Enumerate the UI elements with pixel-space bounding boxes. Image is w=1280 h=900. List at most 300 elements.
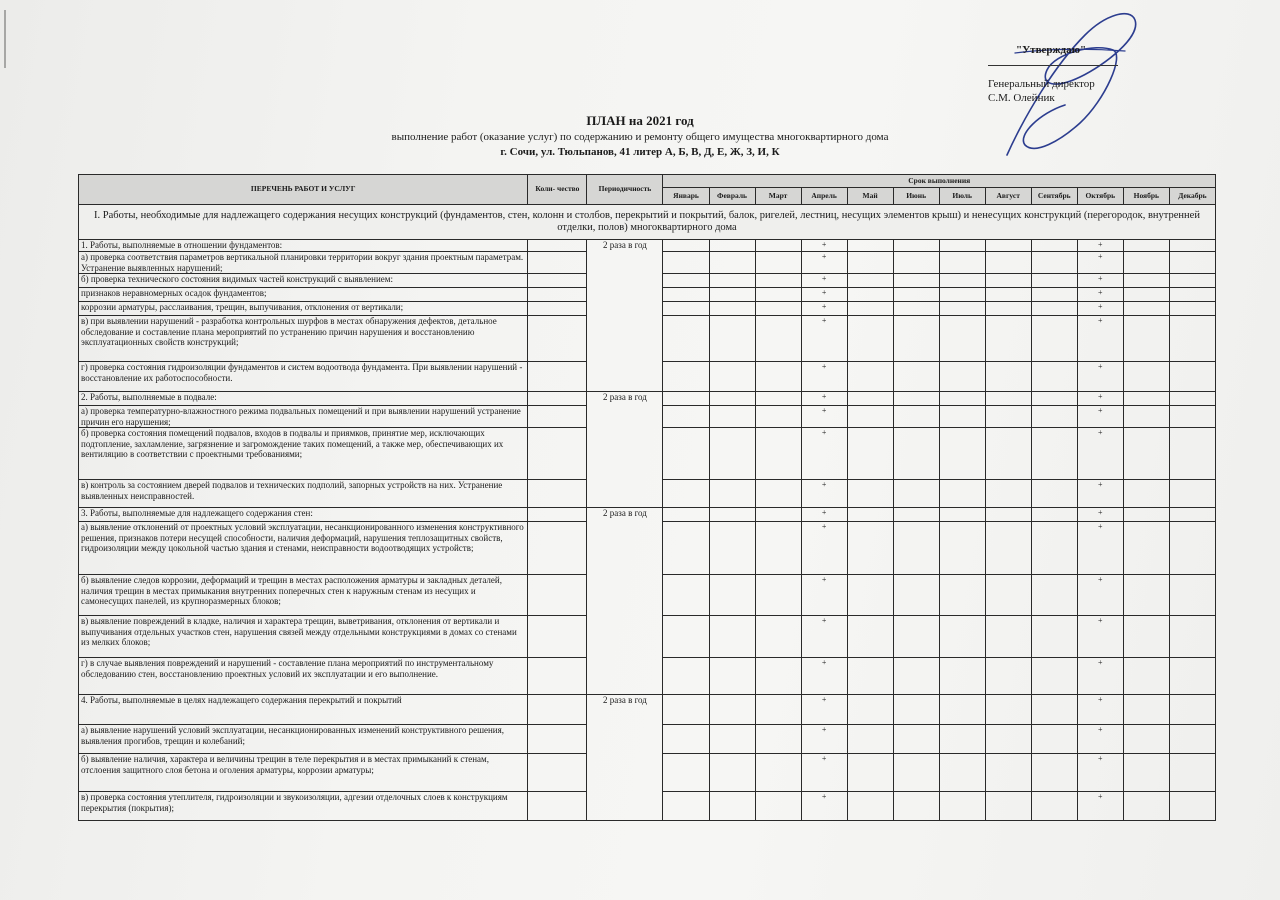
schedule-cell — [985, 362, 1031, 392]
schedule-cell — [939, 695, 985, 725]
schedule-cell — [893, 252, 939, 274]
schedule-cell — [939, 725, 985, 754]
schedule-cell — [939, 508, 985, 522]
schedule-cell — [709, 252, 755, 274]
schedule-cell — [847, 288, 893, 302]
work-description: 2. Работы, выполняемые в подвале: — [79, 392, 528, 406]
schedule-cell — [847, 754, 893, 792]
schedule-cell — [709, 658, 755, 695]
table-row — [79, 240, 1216, 252]
schedule-cell — [1031, 480, 1077, 508]
schedule-cell — [847, 428, 893, 480]
schedule-cell — [1123, 695, 1169, 725]
schedule-cell — [939, 792, 985, 821]
quantity-cell — [528, 288, 587, 302]
schedule-mark: + — [1077, 240, 1123, 252]
schedule-cell — [985, 406, 1031, 428]
schedule-cell — [847, 792, 893, 821]
schedule-cell — [1031, 274, 1077, 288]
schedule-cell — [1031, 616, 1077, 658]
schedule-cell — [985, 274, 1031, 288]
quantity-cell — [528, 274, 587, 288]
schedule-cell — [847, 658, 893, 695]
schedule-cell — [939, 428, 985, 480]
schedule-cell — [847, 508, 893, 522]
schedule-cell — [1123, 725, 1169, 754]
page-edge-shadow — [4, 10, 6, 68]
schedule-cell — [663, 288, 709, 302]
schedule-cell — [1169, 302, 1215, 316]
schedule-mark: + — [801, 362, 847, 392]
schedule-cell — [755, 480, 801, 508]
schedule-cell — [755, 658, 801, 695]
schedule-cell — [709, 754, 755, 792]
schedule-cell — [709, 508, 755, 522]
schedule-cell — [985, 428, 1031, 480]
schedule-cell — [755, 240, 801, 252]
schedule-cell — [709, 792, 755, 821]
schedule-mark: + — [1077, 522, 1123, 575]
header-quantity: Коли- чество — [528, 175, 587, 205]
schedule-cell — [663, 240, 709, 252]
schedule-cell — [1031, 316, 1077, 362]
schedule-cell — [893, 274, 939, 288]
header-deadline: Срок выполнения — [663, 175, 1216, 188]
schedule-mark: + — [801, 252, 847, 274]
quantity-cell — [528, 575, 587, 616]
schedule-cell — [1031, 288, 1077, 302]
schedule-cell — [755, 392, 801, 406]
works-table — [78, 174, 1216, 821]
periodicity-cell: 2 раза в год — [587, 240, 663, 392]
schedule-cell — [847, 616, 893, 658]
schedule-mark: + — [1077, 252, 1123, 274]
table-row — [79, 392, 1216, 406]
schedule-cell — [1031, 392, 1077, 406]
schedule-cell — [847, 695, 893, 725]
work-description: а) выявление отклонений от проектных условий эксплуатации, несанкционированного изменения конструктивного решения, признаков потери несущей способности, наличия деформаций, нарушения теплозащитных свойств, гидроизоляции между цокольной частью здания и стенами, неисправности водоотводящих устройств; — [79, 522, 528, 575]
schedule-cell — [893, 480, 939, 508]
work-description: а) выявление нарушений условий эксплуатации, несанкционированных изменений конструктивного решения, выявления прогибов, трещин и колебаний; — [79, 725, 528, 754]
schedule-mark: + — [801, 480, 847, 508]
schedule-cell — [1169, 288, 1215, 302]
schedule-mark: + — [1077, 695, 1123, 725]
work-description: а) проверка температурно-влажностного режима подвальных помещений и при выявлении нарушений устранение причин его нарушения; — [79, 406, 528, 428]
schedule-cell — [847, 406, 893, 428]
schedule-cell — [1123, 480, 1169, 508]
schedule-cell — [1169, 616, 1215, 658]
schedule-mark: + — [1077, 302, 1123, 316]
schedule-cell — [939, 658, 985, 695]
quantity-cell — [528, 725, 587, 754]
schedule-cell — [939, 616, 985, 658]
schedule-cell — [1169, 575, 1215, 616]
quantity-cell — [528, 392, 587, 406]
schedule-cell — [939, 575, 985, 616]
plan-title: ПЛАН на 2021 год — [586, 113, 694, 128]
schedule-cell — [1123, 428, 1169, 480]
schedule-cell — [663, 480, 709, 508]
schedule-cell — [755, 428, 801, 480]
schedule-cell — [709, 522, 755, 575]
schedule-cell — [847, 316, 893, 362]
section-title: I. Работы, необходимые для надлежащего содержания несущих конструкций (фундаментов, стен, колонн и столбов, перекрытий и покрытий, балок, ригелей, лестниц, несущих элементов крыш) и ненесущих конструкций (перегородок, внутренней отделки, полов) многоквартирного дома — [79, 205, 1216, 240]
schedule-mark: + — [1077, 480, 1123, 508]
plan-subtitle: выполнение работ (оказание услуг) по содержанию и ремонту общего имущества многоквартирного дома — [391, 131, 889, 143]
schedule-cell — [939, 302, 985, 316]
schedule-cell — [893, 288, 939, 302]
work-description: г) в случае выявления повреждений и нарушений - составление плана мероприятий по инструментальному обследованию стен, восстановлению проектных условий их эксплуатации и его выполнение. — [79, 658, 528, 695]
header-month: Ноябрь — [1123, 188, 1169, 205]
schedule-mark: + — [801, 316, 847, 362]
schedule-cell — [1169, 695, 1215, 725]
schedule-cell — [663, 792, 709, 821]
header-month: Март — [755, 188, 801, 205]
schedule-cell — [985, 754, 1031, 792]
schedule-cell — [709, 428, 755, 480]
schedule-mark: + — [1077, 428, 1123, 480]
work-description: в) выявление повреждений в кладке, наличия и характера трещин, выветривания, отклонения от вертикали и выпучивания отдельных участков стен, нарушения связей между отдельными конструкциями в домах со стенами из мелких блоков; — [79, 616, 528, 658]
schedule-cell — [893, 792, 939, 821]
schedule-mark: + — [1077, 362, 1123, 392]
schedule-cell — [1169, 316, 1215, 362]
schedule-cell — [755, 274, 801, 288]
work-description: в) при выявлении нарушений - разработка контрольных шурфов в местах обнаружения дефектов, детальное обследование и составление плана мероприятий по устранению причин нарушения и восстановлению эксплуатационных свойств конструкций; — [79, 316, 528, 362]
schedule-mark: + — [1077, 406, 1123, 428]
schedule-mark: + — [801, 406, 847, 428]
schedule-cell — [755, 754, 801, 792]
schedule-cell — [893, 695, 939, 725]
schedule-cell — [847, 480, 893, 508]
quantity-cell — [528, 240, 587, 252]
plan-address: г. Сочи, ул. Тюльпанов, 41 литер А, Б, В, Д, Е, Ж, З, И, К — [500, 146, 780, 158]
schedule-cell — [1169, 274, 1215, 288]
schedule-cell — [1031, 428, 1077, 480]
periodicity-cell: 2 раза в год — [587, 392, 663, 508]
schedule-cell — [709, 725, 755, 754]
schedule-cell — [985, 252, 1031, 274]
schedule-cell — [985, 658, 1031, 695]
schedule-cell — [893, 392, 939, 406]
schedule-cell — [985, 302, 1031, 316]
schedule-mark: + — [801, 725, 847, 754]
quantity-cell — [528, 252, 587, 274]
schedule-cell — [1169, 240, 1215, 252]
quantity-cell — [528, 792, 587, 821]
schedule-mark: + — [801, 754, 847, 792]
schedule-cell — [755, 252, 801, 274]
schedule-cell — [847, 302, 893, 316]
schedule-mark: + — [1077, 658, 1123, 695]
work-description: 4. Работы, выполняемые в целях надлежащего содержания перекрытий и покрытий — [79, 695, 528, 725]
schedule-cell — [847, 274, 893, 288]
schedule-cell — [663, 658, 709, 695]
schedule-cell — [1031, 252, 1077, 274]
schedule-cell — [663, 508, 709, 522]
quantity-cell — [528, 508, 587, 522]
schedule-cell — [939, 754, 985, 792]
schedule-cell — [847, 240, 893, 252]
schedule-cell — [709, 480, 755, 508]
schedule-cell — [1123, 575, 1169, 616]
schedule-cell — [663, 522, 709, 575]
schedule-cell — [1031, 406, 1077, 428]
schedule-cell — [755, 616, 801, 658]
schedule-mark: + — [1077, 392, 1123, 406]
schedule-cell — [1169, 522, 1215, 575]
schedule-cell — [663, 274, 709, 288]
schedule-cell — [985, 575, 1031, 616]
schedule-cell — [1031, 658, 1077, 695]
schedule-cell — [985, 240, 1031, 252]
schedule-cell — [709, 616, 755, 658]
schedule-cell — [1123, 362, 1169, 392]
work-description: в) проверка состояния утеплителя, гидроизоляции и звукоизоляции, адгезии отделочных слоев к конструкциям перекрытия (покрытия); — [79, 792, 528, 821]
schedule-cell — [893, 616, 939, 658]
schedule-cell — [939, 252, 985, 274]
schedule-cell — [847, 252, 893, 274]
schedule-cell — [755, 792, 801, 821]
work-description: 3. Работы, выполняемые для надлежащего содержания стен: — [79, 508, 528, 522]
schedule-cell — [1123, 754, 1169, 792]
schedule-cell — [1169, 480, 1215, 508]
quantity-cell — [528, 658, 587, 695]
work-description: б) выявление наличия, характера и величины трещин в теле перекрытия и в местах примыканий к стенам, отслоения защитного слоя бетона и оголения арматуры, коррозии арматуры; — [79, 754, 528, 792]
schedule-cell — [663, 362, 709, 392]
schedule-cell — [1169, 792, 1215, 821]
quantity-cell — [528, 316, 587, 362]
table-row — [79, 695, 1216, 725]
schedule-mark: + — [801, 240, 847, 252]
schedule-mark: + — [801, 522, 847, 575]
periodicity-cell: 2 раза в год — [587, 695, 663, 821]
schedule-mark: + — [801, 274, 847, 288]
schedule-cell — [893, 316, 939, 362]
schedule-cell — [985, 792, 1031, 821]
schedule-cell — [1123, 616, 1169, 658]
work-description: г) проверка состояния гидроизоляции фундаментов и систем водоотвода фундамента. При выявлении нарушений - восстановление их работоспособности. — [79, 362, 528, 392]
schedule-cell — [709, 274, 755, 288]
work-description: б) проверка состояния помещений подвалов, входов в подвалы и приямков, принятие мер, исключающих подтопление, захламление, загрязнение и загромождение таких помещений, а также мер, обеспечивающих их вентиляцию в соответствии с проектными требованиями; — [79, 428, 528, 480]
header-works: ПЕРЕЧЕНЬ РАБОТ И УСЛУГ — [79, 175, 528, 205]
schedule-mark: + — [1077, 274, 1123, 288]
header-month: Октябрь — [1077, 188, 1123, 205]
header-month: Декабрь — [1169, 188, 1215, 205]
schedule-cell — [663, 754, 709, 792]
schedule-cell — [755, 575, 801, 616]
schedule-cell — [1031, 240, 1077, 252]
schedule-cell — [755, 508, 801, 522]
schedule-cell — [1169, 362, 1215, 392]
schedule-cell — [709, 695, 755, 725]
schedule-cell — [1123, 240, 1169, 252]
schedule-cell — [985, 695, 1031, 725]
quantity-cell — [528, 616, 587, 658]
schedule-mark: + — [801, 302, 847, 316]
quantity-cell — [528, 302, 587, 316]
schedule-cell — [663, 302, 709, 316]
work-description: признаков неравномерных осадок фундаментов; — [79, 288, 528, 302]
schedule-cell — [663, 316, 709, 362]
schedule-cell — [1123, 252, 1169, 274]
schedule-cell — [939, 406, 985, 428]
work-description: 1. Работы, выполняемые в отношении фундаментов: — [79, 240, 528, 252]
schedule-cell — [847, 522, 893, 575]
schedule-cell — [663, 252, 709, 274]
schedule-cell — [893, 240, 939, 252]
quantity-cell — [528, 754, 587, 792]
work-description: коррозии арматуры, расслаивания, трещин, выпучивания, отклонения от вертикали; — [79, 302, 528, 316]
schedule-cell — [1031, 522, 1077, 575]
schedule-cell — [709, 316, 755, 362]
schedule-cell — [755, 288, 801, 302]
schedule-cell — [1031, 754, 1077, 792]
schedule-mark: + — [1077, 575, 1123, 616]
schedule-mark: + — [801, 575, 847, 616]
schedule-cell — [755, 362, 801, 392]
schedule-cell — [1123, 406, 1169, 428]
schedule-cell — [1031, 575, 1077, 616]
schedule-cell — [939, 480, 985, 508]
schedule-cell — [709, 302, 755, 316]
schedule-mark: + — [1077, 508, 1123, 522]
schedule-cell — [663, 406, 709, 428]
approver-name: С.М. Олейник — [988, 92, 1055, 104]
periodicity-cell: 2 раза в год — [587, 508, 663, 695]
schedule-cell — [893, 522, 939, 575]
schedule-cell — [1123, 522, 1169, 575]
schedule-cell — [847, 725, 893, 754]
schedule-cell — [1169, 392, 1215, 406]
schedule-cell — [939, 362, 985, 392]
schedule-cell — [985, 316, 1031, 362]
schedule-cell — [893, 508, 939, 522]
schedule-cell — [755, 316, 801, 362]
schedule-cell — [1031, 508, 1077, 522]
schedule-cell — [1169, 658, 1215, 695]
schedule-cell — [1169, 252, 1215, 274]
schedule-mark: + — [801, 288, 847, 302]
schedule-mark: + — [801, 792, 847, 821]
header-month: Май — [847, 188, 893, 205]
schedule-mark: + — [1077, 288, 1123, 302]
schedule-cell — [985, 522, 1031, 575]
schedule-cell — [893, 362, 939, 392]
schedule-cell — [663, 616, 709, 658]
schedule-cell — [1169, 428, 1215, 480]
schedule-cell — [663, 575, 709, 616]
schedule-cell — [847, 575, 893, 616]
schedule-mark: + — [1077, 792, 1123, 821]
schedule-cell — [1123, 302, 1169, 316]
approval-stamp: "Утверждаю" — [1016, 44, 1087, 56]
schedule-mark: + — [801, 508, 847, 522]
schedule-cell — [1169, 406, 1215, 428]
approver-position: Генеральный директор — [988, 78, 1095, 90]
quantity-cell — [528, 428, 587, 480]
schedule-cell — [1123, 274, 1169, 288]
schedule-cell — [1123, 392, 1169, 406]
schedule-cell — [893, 575, 939, 616]
schedule-cell — [1031, 695, 1077, 725]
schedule-cell — [847, 392, 893, 406]
header-month: Июль — [939, 188, 985, 205]
quantity-cell — [528, 480, 587, 508]
schedule-mark: + — [801, 658, 847, 695]
work-description: б) проверка технического состояния видимых частей конструкций с выявлением: — [79, 274, 528, 288]
schedule-cell — [755, 302, 801, 316]
schedule-cell — [985, 508, 1031, 522]
schedule-mark: + — [801, 695, 847, 725]
schedule-cell — [663, 392, 709, 406]
header-month: Январь — [663, 188, 709, 205]
schedule-cell — [893, 725, 939, 754]
header-month: Сентябрь — [1031, 188, 1077, 205]
schedule-cell — [709, 240, 755, 252]
quantity-cell — [528, 406, 587, 428]
header-month: Июнь — [893, 188, 939, 205]
quantity-cell — [528, 522, 587, 575]
schedule-cell — [939, 288, 985, 302]
work-description: б) выявление следов коррозии, деформаций и трещин в местах расположения арматуры и закладных деталей, наличия трещин в местах примыкания внутренних поперечных стен к наружным стенам из несущих и самонесущих панелей, из крупноразмерных блоков; — [79, 575, 528, 616]
schedule-cell — [893, 302, 939, 316]
schedule-cell — [709, 362, 755, 392]
schedule-cell — [893, 406, 939, 428]
schedule-cell — [755, 406, 801, 428]
schedule-cell — [893, 754, 939, 792]
schedule-cell — [709, 288, 755, 302]
schedule-cell — [1123, 316, 1169, 362]
schedule-cell — [847, 362, 893, 392]
schedule-cell — [939, 274, 985, 288]
schedule-cell — [939, 522, 985, 575]
schedule-cell — [939, 316, 985, 362]
schedule-cell — [1169, 754, 1215, 792]
schedule-mark: + — [1077, 725, 1123, 754]
signature-line — [988, 65, 1118, 66]
schedule-cell — [1169, 508, 1215, 522]
schedule-cell — [1031, 792, 1077, 821]
schedule-cell — [893, 428, 939, 480]
schedule-cell — [1123, 658, 1169, 695]
quantity-cell — [528, 362, 587, 392]
schedule-cell — [709, 575, 755, 616]
schedule-cell — [663, 428, 709, 480]
schedule-cell — [755, 725, 801, 754]
table-row — [79, 508, 1216, 522]
quantity-cell — [528, 695, 587, 725]
schedule-cell — [709, 406, 755, 428]
schedule-cell — [663, 725, 709, 754]
schedule-cell — [663, 695, 709, 725]
work-description: а) проверка соответствия параметров вертикальной планировки территории вокруг здания проектным параметрам. Устранение выявленных нарушений; — [79, 252, 528, 274]
schedule-mark: + — [1077, 316, 1123, 362]
schedule-cell — [939, 392, 985, 406]
schedule-cell — [1123, 508, 1169, 522]
work-description: в) контроль за состоянием дверей подвалов и технических подполий, запорных устройств на них. Устранение выявленных неисправностей. — [79, 480, 528, 508]
schedule-cell — [1031, 362, 1077, 392]
schedule-cell — [985, 288, 1031, 302]
header-month: Апрель — [801, 188, 847, 205]
header-periodicity: Периодичность — [587, 175, 663, 205]
schedule-cell — [755, 522, 801, 575]
schedule-cell — [1169, 725, 1215, 754]
header-month: Февраль — [709, 188, 755, 205]
schedule-mark: + — [801, 392, 847, 406]
schedule-cell — [985, 725, 1031, 754]
schedule-cell — [985, 392, 1031, 406]
schedule-cell — [985, 480, 1031, 508]
